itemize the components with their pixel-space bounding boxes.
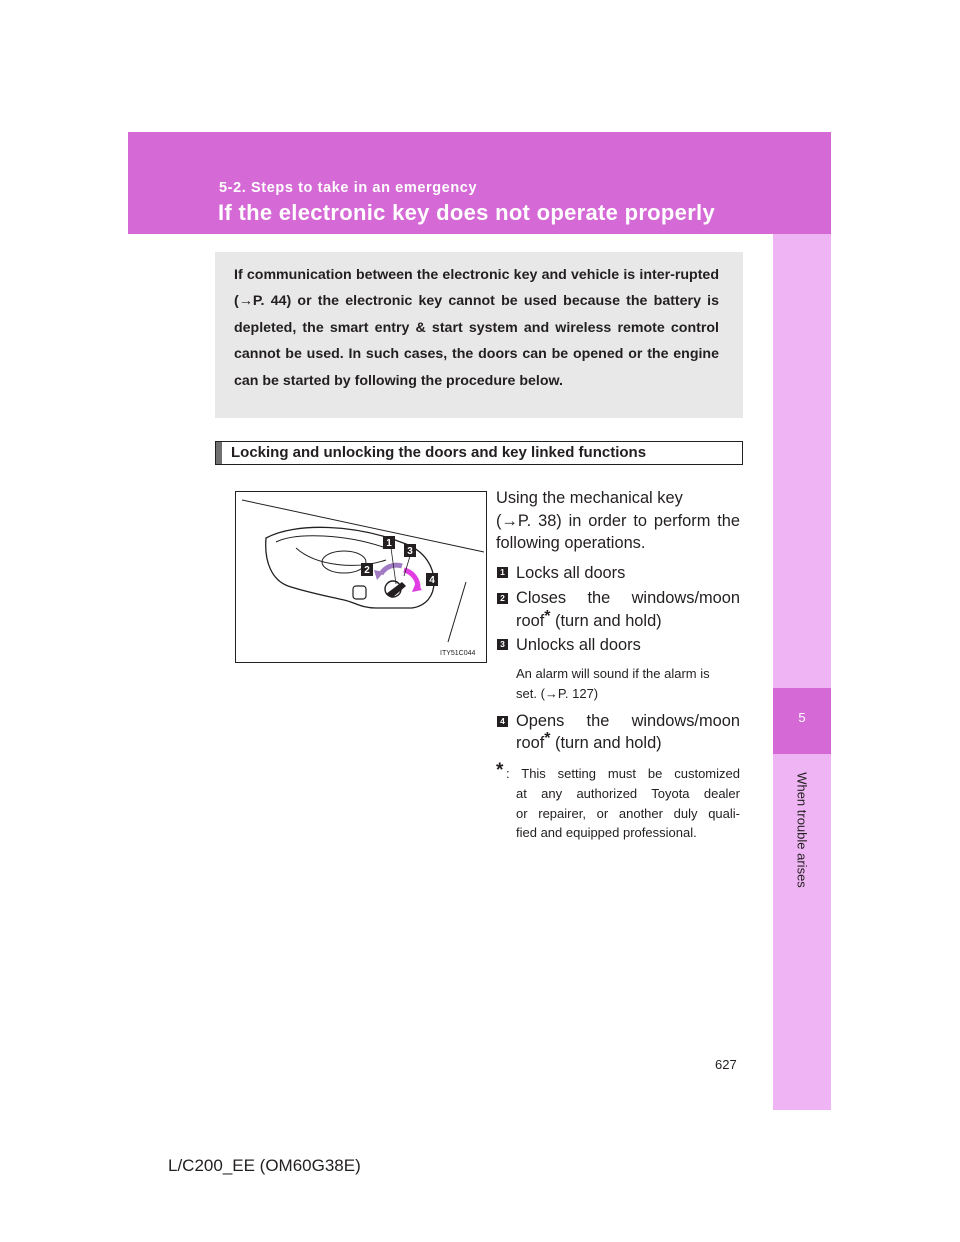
operations-intro-line1: Using the mechanical key [496,489,683,507]
callout-2-label: 2 [364,565,370,576]
section-heading-bar [215,441,743,465]
callout-3-label: 3 [407,546,413,557]
footnote-line2: at any authorized Toyota dealer [516,786,740,801]
step-2-badge: 2 [497,593,508,604]
door-handle-figure [235,491,487,663]
footnote-line4: fied and equipped professional. [516,825,697,840]
door-handle-outline [266,527,434,608]
chapter-side-tab [773,234,831,1110]
footnote-line1: : This setting must be customized [506,766,740,781]
operations-intro-line3: following operations. [496,534,646,552]
section-heading: Locking and unlocking the doors and key linked functions [231,444,647,461]
intro-text: If communication between the electronic key and vehicle is inter-rupted (→P. 44) or the electronic key cannot be used because the battery is depleted, the smart entry & start system and wireless remote control cannot be used. In such cases, the doors can be opened or the engine can be started by following the procedure below. [234,267,719,389]
step-3-text: Unlocks all doors [516,636,641,654]
document-code: L/C200_EE (OM60G38E) [168,1156,361,1175]
heading-accent [216,442,222,464]
step-4-line1: Opens the windows/moon [516,712,740,730]
chapter-number: 5 [798,710,806,725]
step-2-line2-pre: roof [516,612,545,630]
keyhole-cover [353,586,366,599]
callout-1-label: 1 [386,538,392,549]
page-number: 627 [715,1057,737,1072]
step-4-badge: 4 [497,716,508,727]
figure-code: ITY51C044 [440,650,476,657]
asterisk-mark: * [544,730,551,747]
operations-intro-line2: (→P. 38) in order to perform the [496,512,740,530]
step-2-line2-post: (turn and hold) [550,612,662,630]
callout-4-label: 4 [429,575,435,586]
alarm-note-line1: An alarm will sound if the alarm is [516,666,710,681]
step-1-badge: 1 [497,567,508,578]
step-1-text: Locks all doors [516,564,626,582]
step-4-line2-post: (turn and hold) [550,734,662,752]
chapter-title: When trouble arises [794,772,810,888]
step-4-line2 [516,732,740,755]
step-3-badge: 3 [497,639,508,650]
footnote-mark: * [496,760,504,781]
asterisk-mark: * [544,608,551,625]
page-title: If the electronic key does not operate properly [218,200,716,225]
step-2-line2 [516,610,740,633]
section-label: 5-2. Steps to take in an emergency [219,180,478,196]
alarm-note-line2: set. (→P. 127) [516,686,599,701]
footnote-line3: or repairer, or another duly quali- [516,806,740,821]
step-2-line1: Closes the windows/moon [516,589,740,607]
door-handle-illustration [236,492,486,662]
door-panel-line [448,582,466,642]
step-4-line2-pre: roof [516,734,545,752]
